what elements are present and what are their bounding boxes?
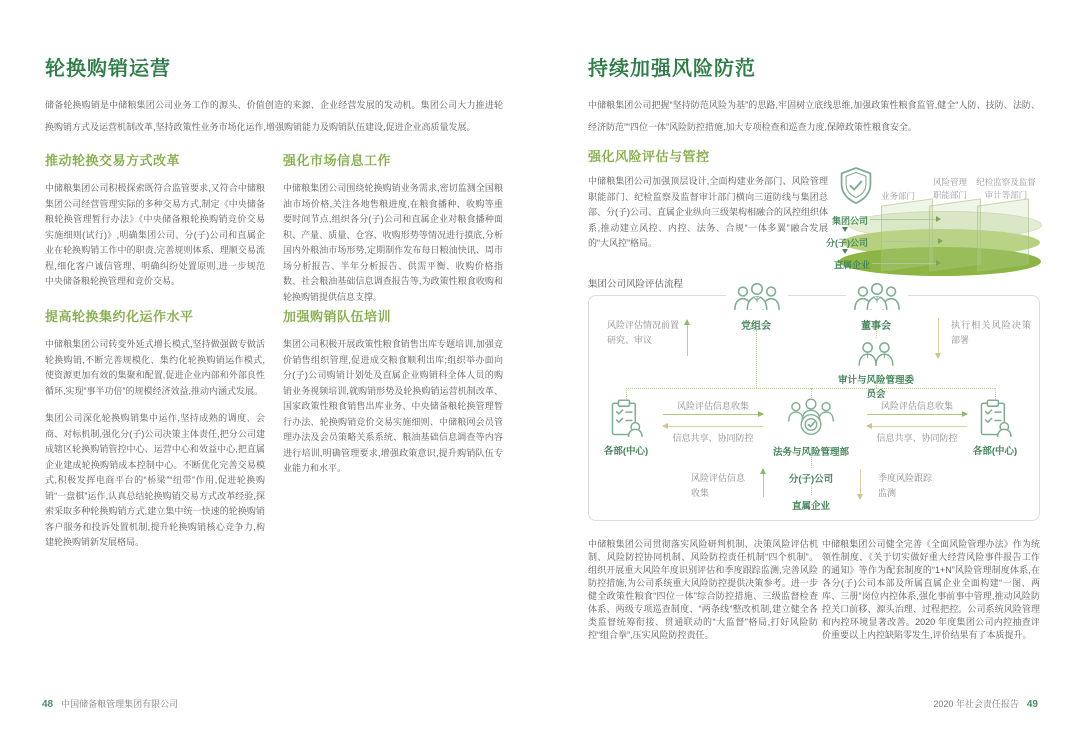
down-arrow-icon — [842, 249, 848, 254]
column-label-business: 业务部门 — [880, 191, 915, 201]
down-arrow-icon — [842, 227, 848, 232]
dotted-connector — [876, 380, 877, 388]
note-quarterly: 季度风险跟踪 监测 — [878, 473, 933, 498]
note-collect-lower: 风险评估信息 收集 — [691, 473, 746, 498]
section-paragraph: 集团公司积极开展政策性粮食销售出库专题培训,加强竞价销售组织管理,促进成交粮食顺利出库;组织举办面向分(子)公司购销计划处及直属企业购销科全体人员的购销业务视频培训,就购销形势及轮换购销运营机制改革、国家政策性粮食销售出库业务、中央储备粮轮换管理暂行办法、轮换购销竞价交易实施细则、中储粮网会员管理办法及会员策略关系系统、粮油基础信息调查等内容进行培训,明确管理要求,增强政策意识,提升购销队伍专业能力和水平。 — [283, 339, 503, 473]
clipboard-check-icon — [609, 424, 643, 441]
node-legal-risk-dept — [781, 396, 841, 442]
node-audit-risk-committee: 审计与风险管理委员会 — [836, 340, 916, 400]
people-group-icon — [726, 281, 788, 316]
right-arrow-icon — [867, 414, 967, 415]
node-board: 董事会 — [846, 281, 906, 332]
defense-lines-diagram — [826, 156, 1040, 290]
section-paragraph: 集团公司深化轮换购销集中运作,坚持成熟的调度、会商、对标机制,强化分(子)公司决策主体责任,把分公司建成辖区轮换购销管控中心、运营中心和效益中心,把直属企业建成轮换购销成本控制中心。不断优化完善交易模式,积极发挥电商平台的“桥梁”“纽带”作用,促进轮换购销“一盘棋”运作,认真总结轮换购销交易方式改革经验,探索采取多种轮换购销方式,建立集中统一快速的轮换购销客户服务和投诉处置机制,提升轮换购销核心竞争力,构建轮换购销新发展格局。 — [45, 413, 265, 547]
left-arrow-icon — [663, 426, 763, 427]
right-arrow-icon — [936, 260, 941, 266]
section-trade-reform — [45, 150, 265, 302]
two-people-icon — [851, 340, 901, 371]
label-collect-right: 风险评估信息收集 — [880, 401, 953, 411]
people-group-icon — [846, 281, 908, 316]
dotted-connector — [811, 457, 812, 468]
section-heading: 强化市场信息工作 — [283, 153, 392, 168]
team-target-icon — [787, 424, 835, 441]
defense-plane-1 — [881, 198, 933, 271]
footer-text: 2020 年社会责任报告 — [933, 699, 1019, 709]
intro-paragraph: 储备轮换购销是中储粮集团公司业务工作的源头、价值创造的来源、企业经营发展的发动机。集团公司大力推进轮换购销方式及运营机制改革,坚持政策性业务市场化运作,增强购销能力及购销队伍建设,促进企业高质量发展。 — [45, 100, 503, 132]
section-intensive-operation — [45, 306, 265, 563]
page-title: 持续加强风险防范 — [588, 58, 756, 80]
page-title: 轮换购销运营 — [45, 58, 171, 80]
legal-dept-label: 法务与风险管理部 — [766, 444, 856, 458]
label-collect-left: 风险评估信息收集 — [676, 401, 749, 411]
down-arrow-icon — [938, 318, 939, 358]
shield-check-icon — [838, 166, 874, 211]
node-dept-right: 各部(中心) — [960, 399, 1030, 457]
intro-paragraph: 中储粮集团公司把握“坚持防范风险为基”的思路,牢固树立底线思维,加强政策性粮食监管,健全“人防、技防、法防、经济防范”“四位一体”风险防控措施,加大专项检查和巡查力度,保障政策性粮食安全。 — [588, 100, 1040, 132]
dotted-connector — [756, 330, 757, 388]
dotted-connector — [811, 484, 812, 495]
level-label-branch: 分(子)公司 — [826, 238, 868, 248]
page-49 — [588, 0, 1040, 733]
section-market-info — [283, 150, 503, 317]
down-arrow-icon — [860, 469, 861, 499]
label-share-right: 信息共享、协同防控 — [876, 433, 958, 443]
risk-paragraph: 中储粮集团公司加强顶层设计,全面构建业务部门、风险管理职能部门、纪检监察及监督审计部门横向三道防线与集团总部、分(子)公司、直属企业纵向三级架构相融合的风控组织体系,推动建立风控、内控、法务、合规“一体多翼”融合发展的“大风控”格局。 — [588, 176, 828, 248]
dotted-connector — [626, 388, 627, 399]
section-paragraph: 中储粮集团公司积极探索既符合监管要求,又符合中储粮集团公司经营管理实际的多种交易方式,制定《中央储备粮轮换管理暂行办法》《中央储备粮轮换购销竞价交易实施细则(试行)》,明确集团公司、分(子)公司和直属企业在轮换购销工作中的职责,完善规则体系、理顺交易流程,细化客户诚信管理、明确纠纷处置原则,进一步规范中央储备粮轮换管理和竞价交易。 — [45, 183, 265, 286]
label-share-left: 信息共享、协同防控 — [672, 433, 754, 443]
dotted-connector — [995, 388, 996, 399]
right-arrow-icon — [663, 414, 763, 415]
footer-text: 中国储备粮管理集团有限公司 — [61, 699, 179, 709]
dotted-connector — [876, 328, 877, 338]
page-number: 48 — [42, 699, 54, 710]
sub-company-label: 分(子)公司 — [766, 471, 856, 485]
section-paragraph: 中储粮集团公司围绕轮换购销业务需求,密切监测全国粮油市场价格,关注各地售粮进度,在粮食播种、收购等重要时间节点,组织各分(子)公司和直属企业对粮食播种面积、产量、质量、仓容、收购形势等情况进行摸底,分析国内外粮油市场形势,定期制作发布每日粮油快讯、周市场分析报告、半年分析报告、供需平衡、收购价格指数、社会粮油基础信息调查报告等,为政策性粮食收购和轮换购销提供信息支撑。 — [283, 183, 503, 302]
clipboard-check-icon — [978, 424, 1012, 441]
footer-left — [38, 697, 182, 710]
section-heading: 提高轮换集约化运作水平 — [45, 309, 194, 324]
note-execute-decision: 执行相关风险决策部署 — [951, 320, 1031, 345]
footer-right — [929, 697, 1042, 710]
level-label-group: 集团公司 — [832, 216, 869, 226]
direct-company-label: 直属企业 — [766, 498, 856, 512]
page-number: 49 — [1026, 699, 1038, 710]
note-pre-review: 风险评估情况前置研究、审议 — [607, 320, 680, 345]
section-paragraph: 中储粮集团公司转变外延式增长模式,坚持做强做专做活轮换购销,不断完善规模化、集约化轮换购销运作模式,使资源更加有效的集聚和配置,促进企业内部和外部良性循环,实现“事半功倍”的规模经济效益,推动内涵式发展。 — [45, 339, 265, 396]
section-heading: 加强购销队伍培训 — [283, 309, 392, 324]
column-label-audit: 纪检监察及监督 审计等部门 — [976, 177, 1036, 200]
bottom-paragraph-right: 中储粮集团公司健全完善《全面风险管理办法》作为统领性制度、《关于切实做好重大经营风险事件报告工作的通知》等作为配套制度的“1+N”风险管理制度体系,在各分(子)公司本部及所属直属企业全面构建“一图、两库、三册”岗位内控体系,强化事前事中管理,推动风险防控关口前移、源头治理、过程把控。公司系统风险管理和内控环境显著改善。2020 年度集团公司内控抽查评价重要以上内控缺陷零发生,评价结果有了本质提升。 — [822, 539, 1040, 640]
flow-diagram-title: 集团公司风险评估流程 — [588, 279, 684, 290]
defense-plane-3 — [977, 198, 1029, 271]
column-label-risk-mgmt: 风险管理 职能部门 — [932, 177, 967, 200]
node-party-committee: 党组会 — [726, 281, 786, 332]
level-label-direct: 直属企业 — [834, 260, 871, 270]
connector-line — [872, 263, 938, 264]
section-team-training — [283, 306, 503, 489]
bottom-paragraph-left: 中储粮集团公司贯彻落实风险研判机制、决策风险评估机制、风险防控协同机制、风险防控责任机制“四个机制”。组织开展重大风险年度识别评估和季度跟踪监测,完善风险防控措施,为公司系统重大风险防控提供决策参考。进一步健全政策性粮食“四位一体”综合防控措施、三级监督检查体系、两级专项巡查制度、“两条线”整改机制,建立健全各类监督统筹衔接、贯通联动的“大监督”格局,打好风险防控“组合拳”,压实风险防控责任。 — [588, 539, 818, 640]
connector-line — [882, 241, 940, 242]
left-arrow-icon — [867, 426, 967, 427]
connector-line — [870, 219, 938, 220]
section-heading-risk: 强化风险评估与管控 — [588, 149, 710, 164]
node-dept-left: 各部(中心) — [591, 399, 661, 457]
right-arrow-icon — [936, 216, 941, 222]
right-arrow-icon — [938, 238, 943, 244]
page-48 — [45, 0, 503, 733]
up-arrow-icon — [687, 320, 688, 356]
risk-flow-diagram — [588, 295, 1040, 521]
up-arrow-icon — [763, 469, 764, 497]
section-heading: 推动轮换交易方式改革 — [45, 153, 181, 168]
